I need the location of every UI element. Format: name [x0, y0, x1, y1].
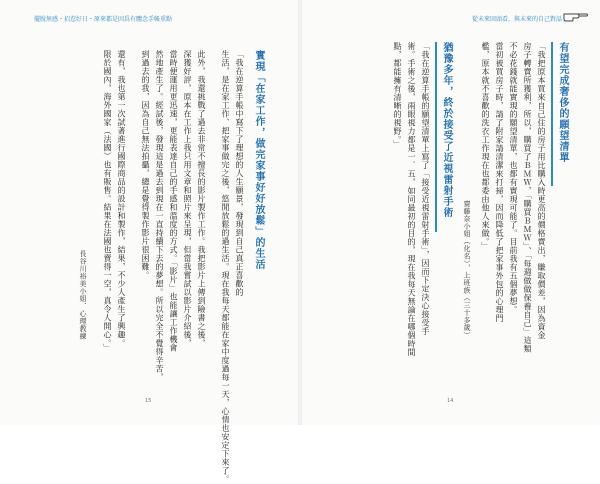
left-column-2: 生活，是在家工作、把家事做完之後，悠閒放鬆的過生活。現在我每天都能在家中度過每一天，心情也安定下來了。 — [221, 50, 230, 484]
left-running-head: 擺脫無感・招惹好日・原來都是因爲有體念手帳重點 — [34, 16, 173, 23]
heading-1-rule — [551, 42, 553, 186]
right-column-7: 術。手術之後，兩眼視力都是一．五，如同最初的目的，現在我每天無論在哪個時間 — [407, 42, 416, 357]
left-column-7: 到過去的我，因為自己無法拍攝，總是覺得製作影片很困難。 — [141, 50, 150, 280]
left-page — [0, 0, 298, 484]
left-column-1: 「我在逆算手帳中寫下了理想的人生願景，發現到自己真正喜歡的 — [235, 50, 244, 297]
right-author: 齋藤奈小姐（化名），上班族（三十多歲） — [463, 200, 471, 339]
right-column-1: 「我把原本買來自己住的房子用比購入時更高的價格賣出，賺取價差，因為資金 — [537, 42, 546, 340]
left-page-number: 15 — [145, 398, 152, 404]
pointing-hand-icon — [563, 10, 589, 22]
left-column-5: 當時便運用更迅速，更能表達自己的手感和溫度的方式。「影片」也能讓工作機會 — [169, 50, 178, 352]
right-column-5: 檻，原本就不喜歡的洗衣工作現在也都委由他人來做。」 — [481, 42, 490, 251]
right-heading-2: 猶豫多年，終於接受了近視雷射手術 — [441, 42, 452, 218]
right-heading-1: 有望完成奢侈的願望清單 — [557, 42, 568, 163]
left-column-3: 此外，我還挑戰了過去非常不擅長的影片製作工作。我把影片上傳到險書之後， — [197, 50, 206, 348]
right-column-8: 點，都能擁有清晰的視野。」 — [393, 42, 402, 149]
left-heading: 實現「在家工作，做完家事好好放鬆」的生活 — [253, 50, 264, 270]
right-running-head: 從未來回頭看，與未來的自己對話 — [472, 16, 563, 23]
left-column-8: 還有，我也第一次試著進行國際商品的設計和製作，結果，不少人產生了興趣。 — [117, 50, 126, 348]
heading-2-rule — [435, 42, 437, 232]
right-page-number: 14 — [447, 398, 454, 404]
right-column-4: 當初被買房子時，請了附家請清潔來打掃，因而降低了把家事外包的心理門 — [495, 42, 504, 323]
right-page — [302, 0, 600, 425]
left-column-6: 然地產生了。經試後，發現這是過去到現在一直持續下去的夢想。所以完全不覺得辛苦， — [155, 50, 164, 382]
right-column-3: 不必花錢就能實現的願望清單，也都有實現可能了。目前我有五個夢想。 — [509, 42, 518, 314]
left-column-4: 深獲好評，原本在工作上我只用文章和照片來呈現，但當我嘗試以影片介紹後， — [183, 50, 192, 348]
left-author: 長谷川裕美小姐．心理教練 — [79, 250, 87, 340]
right-column-6: 「我在逆算手帳的願望清單上寫了「接受近視雷射手術」，因而下定決心接受手 — [421, 42, 430, 336]
right-column-2: 房子轉賣所獲利，所以，購買了ＢＭＷ，「購買ＢＭＷ」、「每週做做保養自己」這類 — [523, 42, 532, 353]
left-column-9: 限於國內，海外國家（法國）也有販售。結果在法國也賣得一空，真令人開心。」 — [103, 50, 112, 352]
